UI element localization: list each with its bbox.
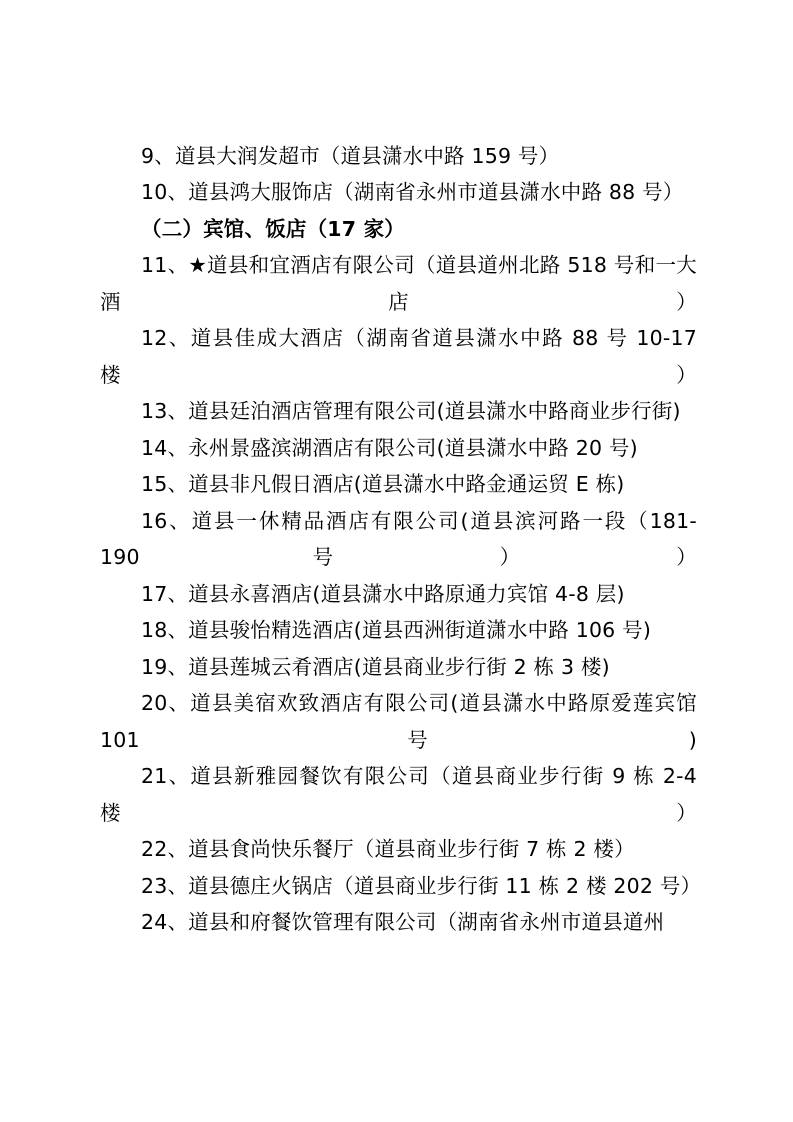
list-item: 23、道县德庄火锅店（道县商业步行街 11 栋 2 楼 202 号） [141, 873, 702, 898]
list-item: 17、道县永喜酒店(道县潇水中路原通力宾馆 4-8 层) [141, 581, 625, 606]
page-bottom-spacer [100, 941, 697, 981]
list-item: 18、道县骏怡精选酒店(道县西洲街道潇水中路 106 号) [141, 618, 652, 643]
list-item: 13、道县廷泊酒店管理有限公司(道县潇水中路商业步行街) [141, 399, 681, 424]
list-item: 12、道县佳成大酒店（湖南省道县潇水中路 88 号 10-17 楼） [100, 326, 704, 387]
list-item: 14、永州景盛滨湖酒店有限公司(道县潇水中路 20 号) [141, 435, 638, 460]
list-item: 9、道县大润发超市（道县潇水中路 159 号） [141, 144, 560, 168]
list-item: 16、道县一休精品酒店有限公司(道县滨河路一段（181-190 号）） [100, 508, 697, 570]
section-heading: （二）宾馆、饭店（17 家） [141, 216, 405, 241]
list-item: 15、道县非凡假日酒店(道县潇水中路金通运贸 E 栋) [141, 472, 625, 497]
document-body [100, 138, 704, 981]
list-item: 11、★道县和宜酒店有限公司（道县道州北路 518 号和一大酒店） [100, 253, 697, 314]
list-item: 22、道县食尚快乐餐厅（道县商业步行街 7 栋 2 楼） [141, 837, 635, 862]
list-item: 24、道县和府餐饮管理有限公司（湖南省永州市道县道州 [141, 910, 665, 935]
list-item: 19、道县莲城云肴酒店(道县商业步行街 2 栋 3 楼) [141, 654, 610, 679]
list-item: 10、道县鸿大服饰店（湖南省永州市道县潇水中路 88 号） [141, 180, 684, 205]
list-item: 20、道县美宿欢致酒店有限公司(道县潇水中路原爱莲宾馆 101 号) [100, 691, 704, 752]
list-item: 21、道县新雅园餐饮有限公司（道县商业步行街 9 栋 2-4 楼） [100, 764, 704, 825]
